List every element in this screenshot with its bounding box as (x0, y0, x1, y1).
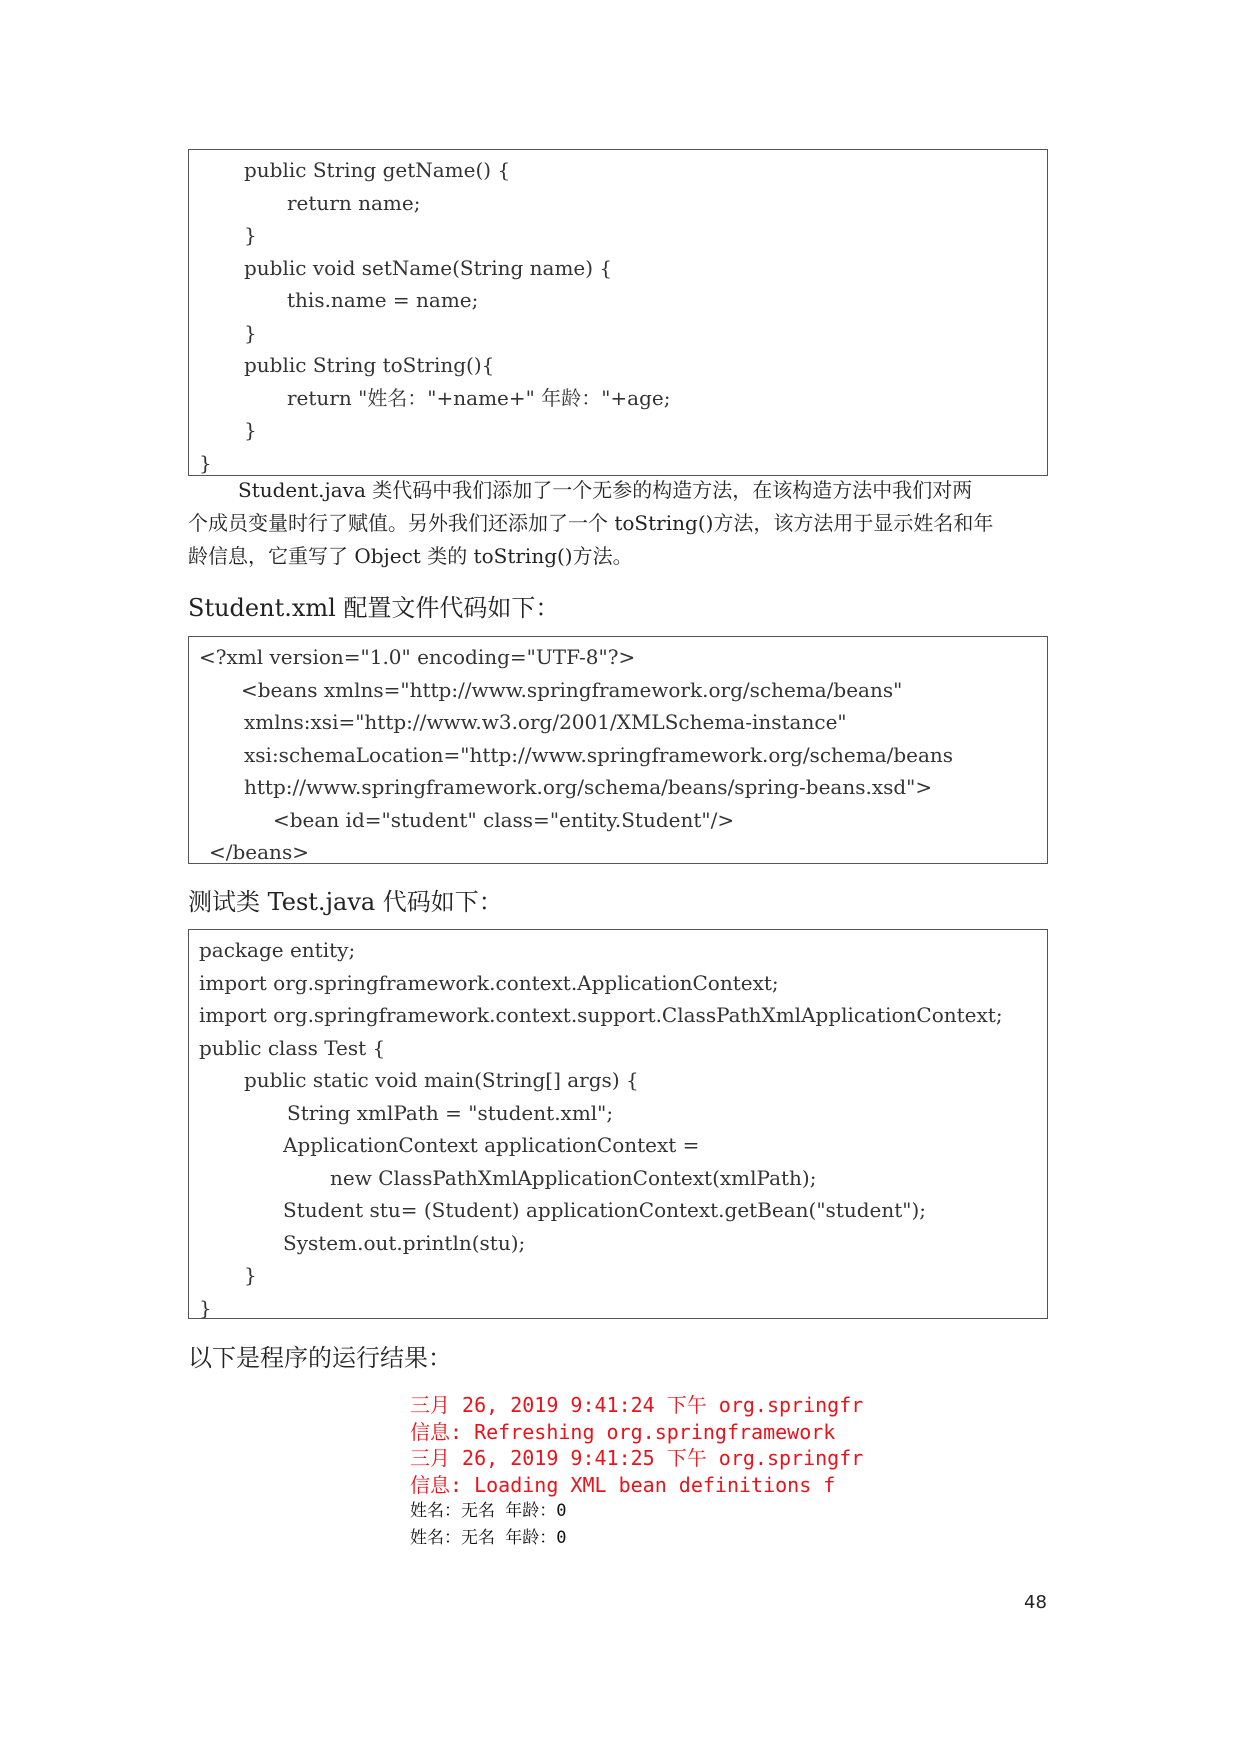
section-heading-xml: Student.xml 配置文件代码如下： (188, 594, 560, 622)
code-line: http://www.springframework.org/schema/beans/spring-beans.xsd"> (244, 775, 933, 799)
code-line: <bean id="student" class="entity.Student"/> (273, 807, 735, 832)
code-line: String xmlPath = "student.xml"; (287, 1100, 614, 1125)
code-line: ApplicationContext applicationContext = (283, 1133, 700, 1157)
console-line: 信息: Refreshing org.springframework (410, 1419, 836, 1444)
code-line: new ClassPathXmlApplicationContext(xmlPath); (330, 1165, 817, 1190)
code-line: xmlns:xsi="http://www.w3.org/2001/XMLSchema-instance" (244, 710, 847, 734)
code-line: </beans> (209, 840, 309, 864)
code-line: public String toString(){ (244, 353, 495, 377)
console-line: 信息: Loading XML bean definitions f (410, 1472, 836, 1497)
code-line: } (244, 1263, 257, 1287)
code-line: Student stu= (Student) applicationContext.getBean("student"); (283, 1198, 927, 1222)
code-line: public class Test { (199, 1035, 386, 1060)
code-line: xsi:schemaLocation="http://www.springframework.org/schema/beans (244, 742, 954, 767)
code-line: public static void main(String[] args) { (244, 1068, 639, 1092)
section-heading-result: 以下是程序的运行结果： (188, 1344, 452, 1372)
paragraph-line: 龄信息，它重写了 Object 类的 toString()方法。 (188, 544, 633, 568)
code-line: } (244, 223, 257, 247)
code-line: public void setName(String name) { (244, 255, 613, 280)
code-block-student-xml (188, 636, 1048, 864)
code-line: package entity; (199, 938, 356, 962)
code-line: import org.springframework.context.support.ClassPathXmlApplicationContext; (199, 1003, 1003, 1027)
code-block-student-java (188, 149, 1048, 476)
section-heading-test: 测试类 Test.java 代码如下： (188, 888, 503, 916)
code-line: <?xml version="1.0" encoding="UTF-8"?> (199, 645, 636, 669)
code-line: return name; (287, 190, 421, 215)
console-line: 三月 26, 2019 9:41:24 下午 org.springfr (410, 1393, 864, 1417)
code-line: System.out.println(stu); (283, 1230, 526, 1255)
code-line: public String getName() { (244, 158, 511, 182)
code-line: } (199, 1295, 212, 1320)
code-line: import org.springframework.context.ApplicationContext; (199, 970, 779, 995)
code-line: <beans xmlns="http://www.springframework.org/schema/beans" (241, 677, 903, 702)
console-line: 姓名：无名 年龄：0 (410, 1501, 567, 1521)
console-line: 三月 26, 2019 9:41:25 下午 org.springfr (410, 1446, 864, 1470)
description-paragraph (188, 474, 1050, 573)
paragraph-line: Student.java 类代码中我们添加了一个无参的构造方法，在该构造方法中我们对两 (238, 478, 973, 502)
console-output-screenshot (410, 1392, 864, 1548)
code-line: } (244, 418, 257, 442)
code-line: this.name = name; (287, 288, 479, 312)
code-line: return "姓名："+name+" 年龄："+age; (287, 385, 671, 410)
code-block-test-java (188, 929, 1048, 1319)
paragraph-line: 个成员变量时行了赋值。另外我们还添加了一个 toString()方法，该方法用于显示姓名和年 (188, 511, 994, 535)
page-number: 48 (1024, 1592, 1047, 1613)
console-line-cut-off: 姓名：无名 年龄：0 (410, 1527, 567, 1548)
code-line: } (244, 320, 257, 345)
code-line: } (199, 450, 212, 475)
